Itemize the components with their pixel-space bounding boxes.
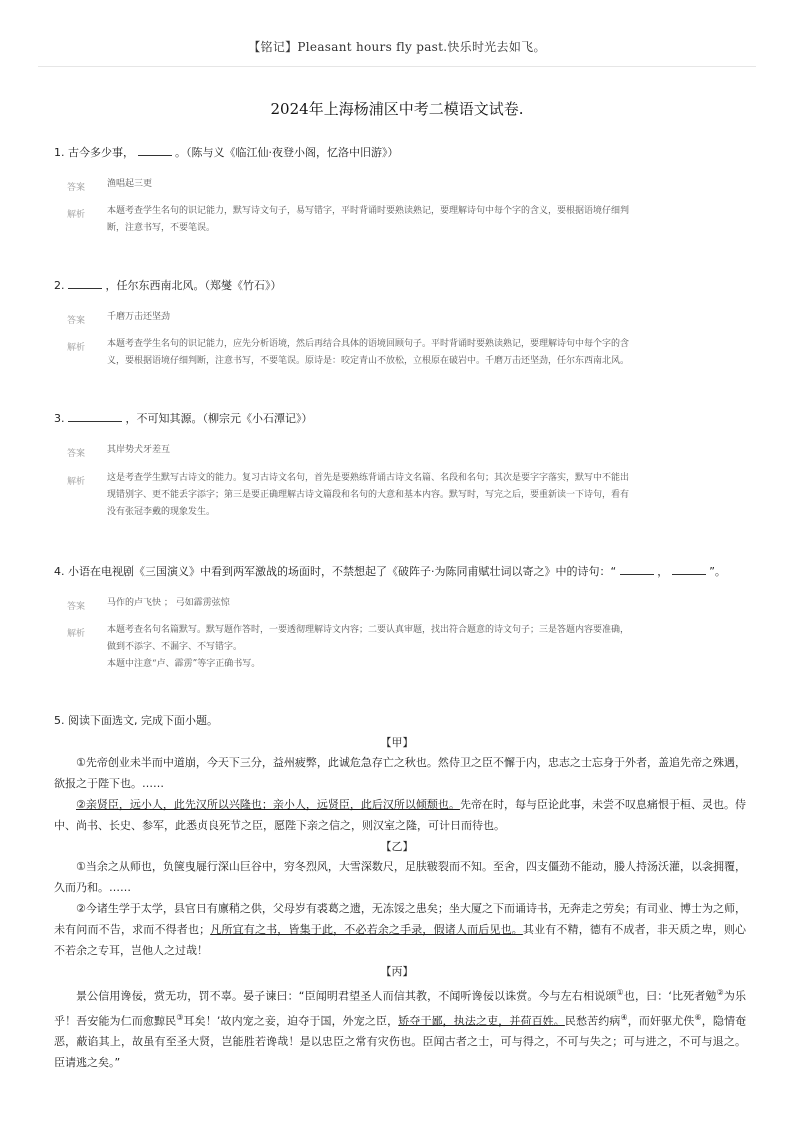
answer-blank [68,411,122,422]
analysis-label: 解析 [67,477,86,487]
analysis-line: 本题考查学生名句的识记能力，默写诗文句子，易写错字，平时背诵时要熟读熟记，要理解诗句中每个字的含义，要根据语境仔细判 [107,206,630,216]
analysis-line: 这是考查学生默写古诗文的能力。复习古诗文名句，首先是要熟练背诵古诗文名篇、名段和名句；其次是要字字落实，默写中不能出 [107,473,630,483]
paragraph-text: 耳矣！’故内宠之妾，迫夺于国，外宠之臣， [183,1014,399,1028]
footnote-marker: ④ [620,1012,628,1022]
paragraph-text: 先帝在时，每与臣论此事，未尝不叹息痛恨于桓、灵也。侍中、尚书、长史、参军，此悉贞良死节之臣，愿陛下亲之信之，则汉室之隆，可计日而待也。 [54,798,747,832]
analysis-label: 解析 [67,629,86,639]
analysis-line: 断，注意书写，不要笔误。 [107,223,216,233]
underlined-sentence: ②亲贤臣，远小人，此先汉所以兴隆也；亲小人，远贤臣，此后汉所以倾颓也。 [76,798,460,811]
paragraph-text: 其业有不精，德有不成者，非天质之卑，则心不若余之专耳，岂他人之过哉！ [54,923,747,957]
analysis-text [107,622,629,673]
answer-label: 答案 [67,316,86,326]
question-number: 3. [54,412,65,425]
footnote-marker: ③ [176,1012,184,1022]
analysis-line: 义，要根据语境仔细判断，注意书写，不要笔误。原诗是：咬定青山不放松，立根原在破岩中。千磨万击还坚劲，任尔东西南北风。 [107,356,630,366]
analysis-line: 本题考查学生名句的识记能力，应先分析语境，然后再结合具体的语境回顾句子。平时背诵时要熟读熟记，要理解诗句中每个字的含 [107,339,630,349]
passage-jia-paragraph-2 [54,794,746,836]
answer-blank [620,564,654,575]
footnote-marker: ② [716,988,724,997]
footnote-marker: ① [616,988,624,997]
analysis-line: 现错别字、更不能丢字添字；第三是要正确理解古诗文篇段和名句的大意和基本内容。默写时，写完之后，要重新读一下诗句，看有 [107,490,630,500]
question-5-intro: 5. 阅读下面选文, 完成下面小题。 [54,714,218,727]
paragraph-text: 民愁苦约病 [564,1014,621,1028]
question-number: 4. [54,565,65,578]
header-divider [38,66,756,67]
answer-text: 渔唱起三更 [107,179,153,189]
answer-label: 答案 [67,602,86,612]
passage-yi-heading: 【乙】 [380,840,414,853]
analysis-label: 解析 [67,210,86,220]
question-text-post: 。（陈与义《临江仙·夜登小阁，忆洛中旧游》） [175,146,399,159]
analysis-line: 没有张冠李戴的现象发生。 [107,507,216,517]
question-text-post: ，任尔东西南北风。（郑燮《竹石》） [105,279,282,292]
answer-blank [138,145,172,156]
answer-text: 千磨万击还坚劲 [107,312,171,322]
passage-jia-heading: 【甲】 [380,736,414,749]
passage-bing-heading: 【丙】 [380,965,414,978]
paragraph-text: 为乐乎！吾安能为仁而愈黥民 [54,989,747,1028]
analysis-label: 解析 [67,343,86,353]
page-title: 2024年上海杨浦区中考二模语文试卷. [270,100,524,118]
question-number: 1. [54,146,65,159]
question-1 [54,144,399,160]
answer-label: 答案 [67,183,86,193]
question-text-pre: 小语在电视剧《三国演义》中看到两军激战的场面时，不禁想起了《破阵子·为陈同甫赋壮词以寄之》中的诗句：“ [68,565,617,578]
underlined-sentence: 凡所宜有之书，皆集于此，不必若余之手录，假诸人而后见也。 [210,923,523,936]
passage-bing-paragraph [54,982,746,1073]
question-text-post: ，不可知其源。（柳宗元《小石潭记》） [125,412,313,425]
answer-blank [68,278,102,289]
paragraph-text: ②今诸生学于太学，县官日有廪稍之供，父母岁有裘葛之遗，无冻馁之患矣；坐大厦之下而诵诗书，无奔走之劳矣；有司业、博士为之师，未有问而不告，求而不得者也； [54,902,746,936]
paragraph-text: ，隐情奄恶，蔽谄其上，故虽有至圣大贤，岂能胜若谗哉！是以忠臣之常有灾伤也。臣闻古者之士，可与得之，不可与失之；可与进之，不可与退之。臣请逃之矣。” [54,1014,747,1070]
passage-jia-paragraph-1: ①先帝创业未半而中道崩，今天下三分，益州疲弊，此诚危急存亡之秋也。然侍卫之臣不懈于内，忠志之士忘身于外者，盖追先帝之殊遇，欲报之于陛下也。…… [54,756,746,790]
question-text-post: ”。 [709,565,726,578]
question-4 [54,563,726,579]
answer-text: 马作的卢飞快 ； 弓如霹雳弦惊 [107,598,230,608]
question-number: 2. [54,279,65,292]
analysis-text [107,203,629,237]
question-3 [54,410,313,426]
header-motto: 【铭记】Pleasant hours fly past.快乐时光去如飞。 [248,40,546,54]
passage-yi-paragraph-2 [54,898,746,961]
analysis-text [107,336,629,370]
question-2 [54,277,282,293]
question-text-pre: 古今多少事， [68,146,134,159]
analysis-line: 做到不添字、不漏字、不写错字。 [107,642,243,652]
passage-yi-paragraph-1: ①当余之从师也，负箧曳屣行深山巨谷中，穷冬烈风，大雪深数尺，足肤皲裂而不知。至舍，四支僵劲不能动，媵人持汤沃灌，以衾拥覆，久而乃和。…… [54,860,746,894]
paragraph-text: ，而奸驱尤佚 [627,1014,695,1028]
underlined-sentence: 矫夺于鄙，执法之吏，并荷百姓。 [398,1014,565,1028]
analysis-line: 本题考查名句名篇默写。默写题作答时，一要透彻理解诗文内容；二要认真审题，找出符合题意的诗文句子；三是答题内容要准确， [107,625,630,635]
question-text-mid: ， [657,565,669,578]
footnote-marker: ⑥ [694,1012,702,1022]
paragraph-text: 景公信用谗佞，赏无功，罚不辜。晏子谏曰：“臣闻明君望圣人而信其教，不闻听谗佞以诛赏。今与左右相说颂 [76,989,617,1003]
analysis-text [107,470,629,521]
paragraph-text: 也，曰：‘比死者勉 [623,989,717,1003]
answer-blank [672,564,706,575]
answer-text: 其岸势犬牙差互 [107,445,171,455]
analysis-line: 本题中注意“卢、霹雳”等字正确书写。 [107,659,261,669]
answer-label: 答案 [67,449,86,459]
